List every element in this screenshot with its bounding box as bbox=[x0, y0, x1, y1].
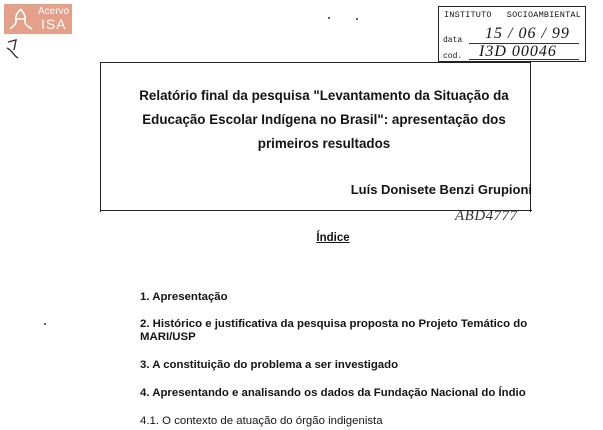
stamp-header-right: SOCIOAMBIENTAL bbox=[506, 10, 581, 20]
handwritten-code: ABD4777 bbox=[455, 208, 518, 224]
stamp-code-line bbox=[469, 59, 579, 60]
stamp-date-label: data bbox=[443, 36, 463, 45]
index-heading: Índice bbox=[316, 232, 350, 244]
index-item-4: 4. Apresentando e analisando os dados da Fundação Nacional do Índio bbox=[140, 387, 526, 399]
stamp-code-label: cod. bbox=[443, 52, 463, 61]
institute-stamp bbox=[438, 6, 586, 62]
speck bbox=[328, 17, 330, 19]
acervo-isa-logo bbox=[4, 4, 72, 34]
document-author: Luís Donisete Benzi Grupioni bbox=[350, 182, 532, 197]
stamp-code-value: I3D 00046 bbox=[479, 43, 557, 60]
index-item-2: 2. Histórico e justificativa da pesquisa proposta no Projeto Temático do MARI/USP bbox=[140, 318, 528, 343]
stamp-header-left: INSTITUTO bbox=[444, 10, 492, 20]
figure-logo-icon bbox=[7, 7, 35, 31]
title-frame-left bbox=[100, 62, 101, 212]
index-item-1: 1. Apresentação bbox=[140, 291, 228, 303]
index-item-4-1: 4.1. O contexto de atuação do órgão indigenista bbox=[140, 415, 383, 427]
stamp-date-value: 15 / 06 / 99 bbox=[485, 25, 570, 42]
logo-line1: Acervo bbox=[38, 6, 70, 17]
logo-line2: ISA bbox=[41, 16, 67, 32]
document-title: Relatório final da pesquisa "Levantamento da Situação da Educação Escolar Indígena no Brasil": apresentação dos primeiros resultados bbox=[139, 88, 509, 151]
speck bbox=[356, 18, 358, 20]
speck bbox=[44, 323, 46, 325]
index-item-3: 3. A constituição do problema a ser investigado bbox=[140, 359, 399, 371]
scan-mark-icon bbox=[4, 36, 26, 60]
title-frame-top bbox=[100, 62, 530, 63]
